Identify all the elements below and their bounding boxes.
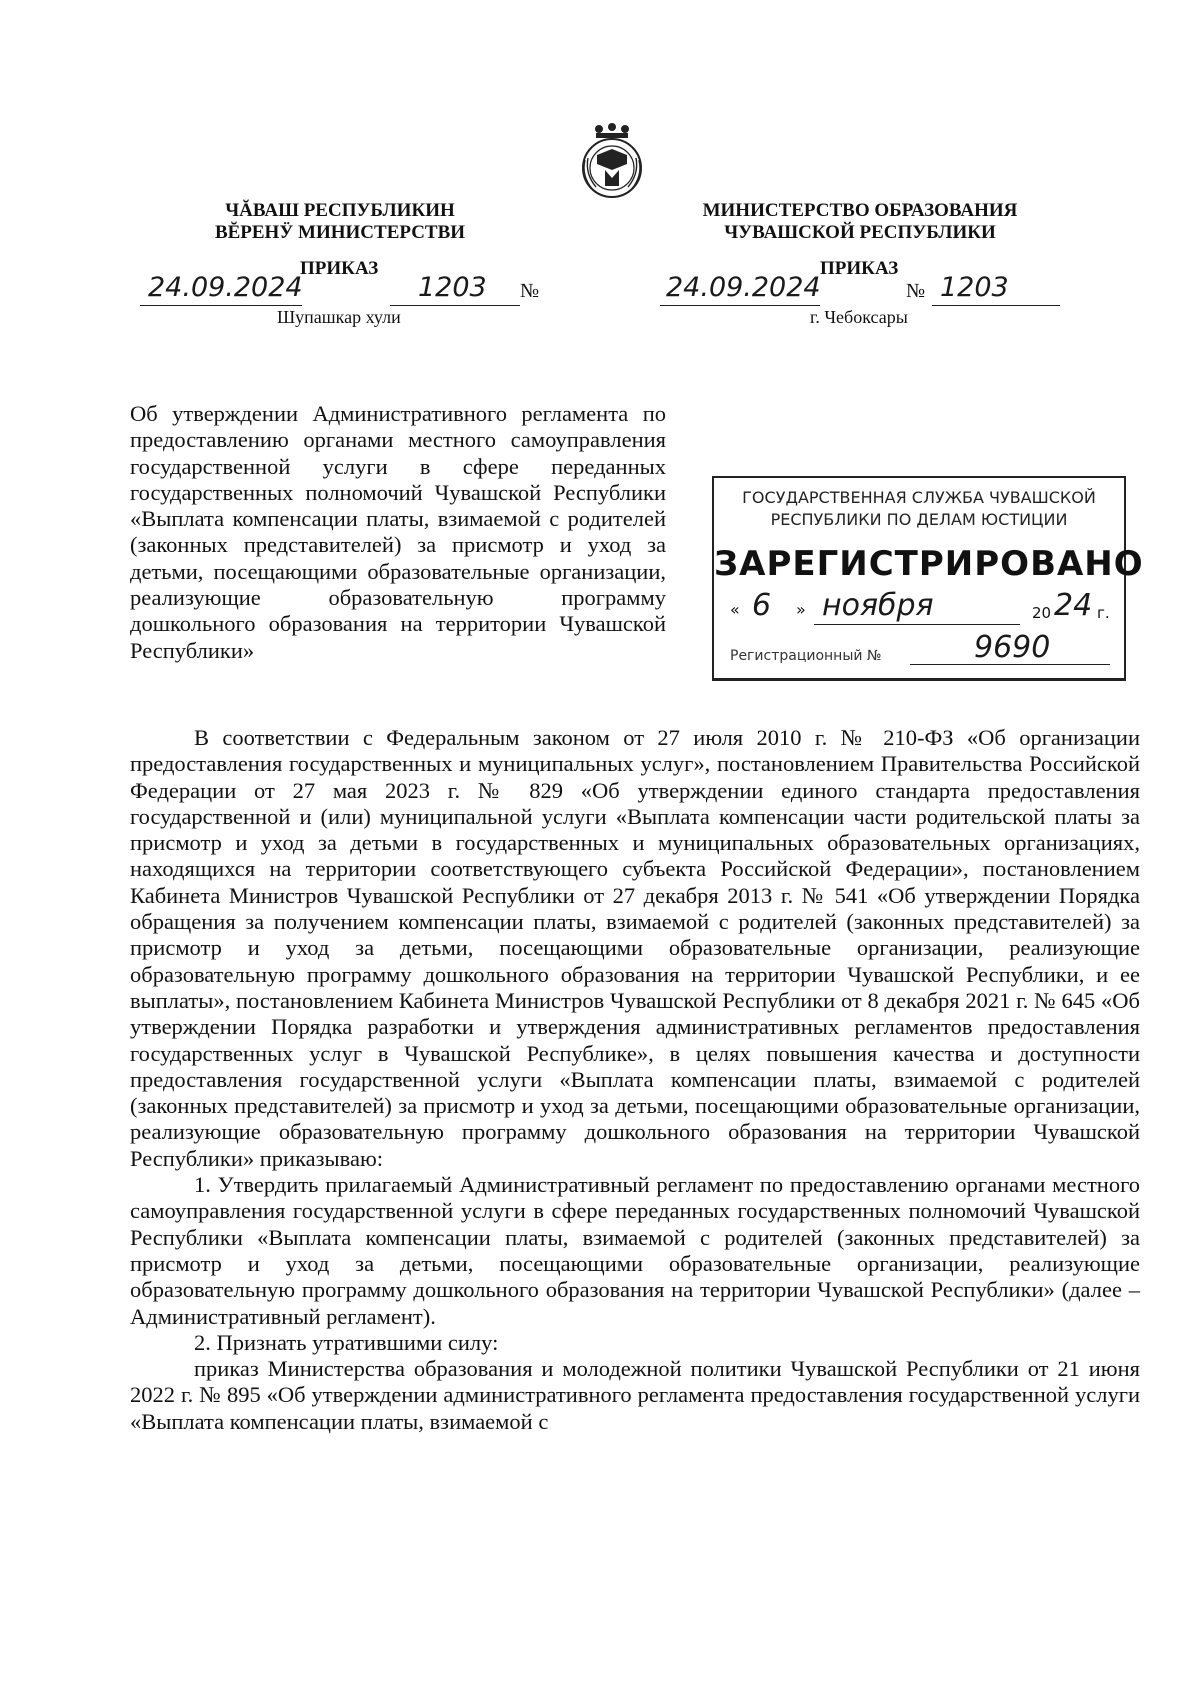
left-date-underline	[140, 305, 302, 306]
right-number-underline	[932, 305, 1060, 306]
coat-of-arms-icon	[571, 120, 653, 204]
right-order-date: 24.09.2024	[666, 272, 821, 303]
stamp-day: 6	[752, 588, 772, 623]
right-date-underline	[660, 305, 820, 306]
stamp-century: 20	[1032, 604, 1052, 622]
left-order-title: ПРИКАЗ	[300, 258, 379, 279]
right-number-sign: №	[906, 280, 926, 302]
stamp-month-underline	[814, 624, 1020, 625]
left-org-line-1: ЧĂВАШ РЕСПУБЛИКИН	[225, 200, 455, 221]
order-subject: Об утверждении Административного регламента по предоставлению органами местного самоуправления государственной услуги в сфере переданных государственных полномочий Чувашской Республики «Выплата компенсации платы, взимаемой с родителей (законных представителей) за присмотр и уход за детьми, посещающими образовательные организации, реализующие образовательную программу дошкольного образования на территории Чувашской Республики»	[130, 401, 666, 663]
registration-stamp	[712, 476, 1144, 681]
stamp-month: ноября	[822, 588, 934, 623]
stamp-registration-label: Регистрационный №	[730, 648, 882, 664]
right-organization-name	[660, 200, 1060, 244]
left-order-number: 1203	[418, 272, 487, 303]
left-order-date: 24.09.2024	[148, 272, 303, 303]
left-place: Шупашкар хули	[277, 307, 401, 327]
left-number-sign: №	[520, 280, 540, 302]
item-2-text: приказ Министерства образования и молодежной политики Чувашской Республики от 21 июня 2022 г. № 895 «Об утверждении административного регламента предоставления государственной услуги «Выплата компенсации платы, взимаемой с	[130, 1356, 1140, 1434]
right-org-line-2: ЧУВАШСКОЙ РЕСПУБЛИКИ	[724, 222, 996, 243]
stamp-registration-number: 9690	[974, 630, 1051, 665]
right-order-number: 1203	[940, 272, 1009, 303]
preamble-paragraph: В соответствии с Федеральным законом от 27 июля 2010 г. № 210-ФЗ «Об организации предоставления государственных и муниципальных услуг», постановлением Правительства Российской Федерации от 27 мая 2023 г. № 829 «Об утверждении единого стандарта предоставления государственной и (или) муниципальной услуги «Выплата компенсации части родительской платы за присмотр и уход за детьми в государственных и муниципальных образовательных организациях, находящихся на территории соответствующего субъекта Российской Федерации», постановлением Кабинета Министров Чувашской Республики от 27 декабря 2013 г. № 541 «Об утверждении Порядка обращения за получением компенсации платы, взимаемой с родителей (законных представителей) за присмотр и уход за детьми, посещающими образовательные организации, реализующие образовательную программу дошкольного образования на территории Чувашской Республики, и ее выплаты», постановлением Кабинета Министров Чувашской Республики от 8 декабря 2021 г. № 645 «Об утверждении Порядка разработки и утверждения административных регламентов предоставления государственных услуг в Чувашской Республике», в целях повышения качества и доступности предоставления государственной услуги «Выплата компенсации платы, взимаемой с родителей (законных представителей) за присмотр и уход за детьми, посещающими образовательные организации, реализующие образовательную программу дошкольного образования на территории Чувашской Республики» приказываю:	[130, 725, 1140, 1171]
order-body	[130, 725, 1140, 1435]
stamp-agency-line-1: ГОСУДАРСТВЕННАЯ СЛУЖБА ЧУВАШСКОЙ	[742, 488, 1096, 507]
right-order-title: ПРИКАЗ	[820, 258, 899, 279]
stamp-close-quote: »	[796, 600, 806, 619]
stamp-registered-label: ЗАРЕГИСТРИРОВАНО	[714, 544, 1144, 584]
stamp-open-quote: «	[730, 600, 740, 619]
stamp-agency-line-2: РЕСПУБЛИКИ ПО ДЕЛАМ ЮСТИЦИИ	[770, 510, 1068, 529]
stamp-year-suffix: г.	[1097, 604, 1110, 622]
right-place: г. Чебоксары	[810, 307, 908, 327]
item-2-heading: 2. Признать утратившими силу:	[194, 1329, 499, 1355]
item-1-paragraph: 1. Утвердить прилагаемый Административный регламент по предоставлению органами местного самоуправления государственной услуги в сфере переданных государственных полномочий Чувашской Республики «Выплата компенсации платы, взимаемой с родителей (законных представителей) за присмотр и уход за детьми, посещающими образовательные организации, реализующие образовательную программу дошкольного образования на территории Чувашской Республики» (далее – Административный регламент).	[130, 1172, 1140, 1329]
stamp-year: 24	[1054, 588, 1093, 623]
left-number-underline	[390, 305, 520, 306]
left-organization-name	[180, 200, 500, 244]
right-org-line-1: МИНИСТЕРСТВО ОБРАЗОВАНИЯ	[702, 200, 1018, 221]
left-org-line-2: ВĔРЕНӰ МИНИСТЕРСТВИ	[214, 222, 466, 243]
